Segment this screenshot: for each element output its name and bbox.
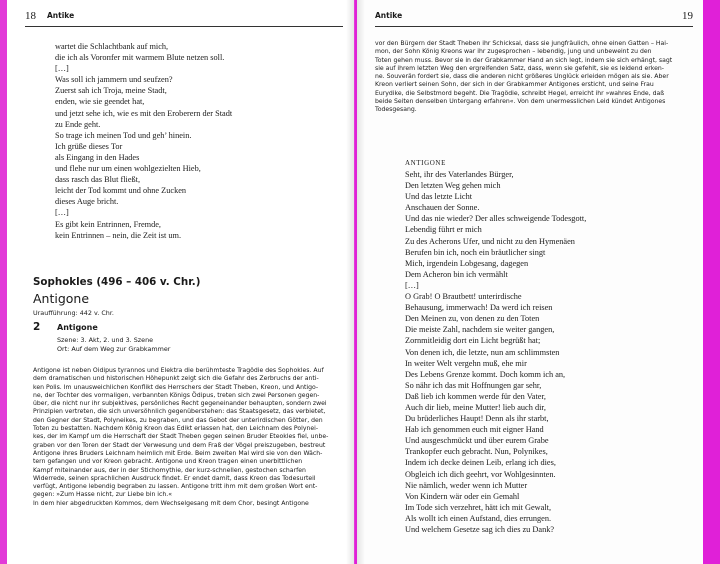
verse-line: Lebendig führt er mich (405, 225, 482, 235)
right-page (357, 0, 703, 564)
prose-line: vor den Bürgern der Stadt Theben ihr Schicksal, dass sie jungfräulich, ohne einen Gatten – Hai- (375, 40, 669, 47)
verse-line: O Grab! O Brautbett! unterirdische (405, 292, 522, 302)
prose-line: ne, der Tochter des vormaligen, verbannten Königs Ödipus, treten sich zwei Personen gegen- (33, 391, 320, 399)
verse-line: Berufen bin ich, noch ein bräutlicher singt (405, 247, 546, 257)
verse-line: Und das letzte Licht (405, 192, 473, 202)
left-page (7, 0, 354, 564)
prose-line: verfügt, Antigone lebendig begraben zu lassen. Antigone tritt ihm mit dem großen Wort ent- (33, 483, 318, 491)
prose-line: Prinzipien vertreten, die sich unversöhnlich gegenüberstehen: das Staatsgesetz, das verbietet, (33, 408, 326, 416)
verse-line: So nähr ich das mit Hoffnungen gar sehr, (405, 380, 542, 390)
page-number-left: 18 (25, 10, 36, 22)
prose-line: Toten zu bestatten. Nachdem König Kreon das Edikt erlassen hat, den Leichnam des Polynei- (33, 425, 319, 433)
left-prose-block (33, 367, 328, 508)
verse-line: Nie nämlich, weder wenn ich Mutter (405, 480, 528, 490)
scene-info (57, 336, 170, 353)
right-verse-block (405, 169, 586, 535)
verse-line: Den letzten Weg gehen mich (405, 181, 501, 191)
verse-line: Den Meinen zu, von denen zu den Toten (405, 314, 540, 324)
prose-line: kes, der im Kampf um die Herrschaft der Stadt Theben gegen seinen Bruder Eteokles fiel, unbe- (33, 433, 329, 441)
scene-line: Szene: 3. Akt, 2. und 3. Szene (57, 336, 154, 344)
text-title: Antigone (57, 323, 98, 332)
verse-line: zu Ende geht. (55, 119, 101, 129)
prose-line: graben vor den Toren der Stadt der Verwesung und dem Fraß der Vögel preiszugeben, bestreut (33, 441, 326, 449)
verse-line: Du brüderliches Haupt! Denn als ihr starbt, (405, 414, 549, 424)
verse-line: Trankopfer euch gebracht. Nun, Polynikes, (405, 447, 548, 457)
verse-line: Dem Acheron bin ich vermählt (405, 269, 508, 279)
work-title: Antigone (33, 291, 90, 306)
right-page-header (375, 10, 693, 27)
verse-line: Mich, irgendein Lobgesang, dagegen (405, 258, 529, 268)
prose-line: gegen: »Zum Hasse nicht, zur Liebe bin ich.« (33, 491, 172, 499)
verse-line: So trage ich meinen Tod und geh’ hinein. (55, 130, 192, 140)
gutter-shadow-right (357, 0, 365, 564)
verse-line: Es gibt kein Entrinnen, Fremde, (55, 219, 161, 229)
verse-line: als Eingang in den Hades (55, 152, 140, 162)
verse-line: und flehe nur um einen wohlgezielten Hieb, (55, 164, 201, 174)
verse-line: Des Lebens Grenze kommt. Doch komm ich an, (405, 369, 566, 379)
verse-line: […] (55, 208, 69, 218)
prose-line: Toten gehen muss. Bevor sie in der Grabkammer Hand an sich legt, indem sie sich erhängt, sagt (375, 56, 673, 64)
verse-line: Hab ich genommen euch mit eigner Hand (405, 425, 544, 435)
verse-line: dieses Auge bricht. (55, 197, 119, 207)
verse-line: Obgleich ich dich geehrt, vor Wohlgesinnten. (405, 469, 556, 479)
left-verse-block (55, 41, 232, 241)
prose-line: ken Polis. Im unausweichlichen Konflikt des Herrschers der Stadt Theben, Kreon, und Antigo- (33, 383, 319, 391)
verse-line: Seht, ihr des Vaterlandes Bürger, (405, 170, 514, 179)
left-page-header (25, 10, 343, 27)
verse-line: Als wollt ich einen Aufstand, dies errungen. (405, 513, 552, 523)
verse-line: Auch dir lieb, meine Mutter! lieb auch dir, (405, 402, 546, 412)
scene-line: Ort: Auf dem Weg zur Grabkammer (57, 344, 171, 353)
prose-line: Widerrede, seinen sprachlichen Ausdruck findet. Er endet damit, dass Kreon das Todesurteil (33, 474, 316, 482)
verse-line: Von denen ich, die letzte, nun am schlimmsten (405, 347, 560, 357)
prose-line: ne. Souverän fordert sie, dass die anderen nicht größeres Unglück erleiden mögen als sie. Aber (375, 73, 669, 81)
verse-line: […] (405, 280, 419, 290)
page-number-right: 19 (682, 10, 693, 22)
verse-line: Und ausgeschmückt und über eurem Grabe (405, 436, 549, 446)
prose-line: dem dramatischen und historischen Höhepunkt zeigt sich die Gefahr des Zerbruchs der anti- (33, 375, 319, 383)
verse-line: enden, wie sie geendet hat, (55, 97, 145, 107)
premiere-date: Uraufführung: 442 v. Chr. (33, 309, 114, 317)
verse-line: leicht der Tod kommt und ohne Zucken (55, 186, 187, 196)
verse-line: Ich grüße dieses Tor (55, 141, 123, 151)
prose-line: mon, der Sohn König Kreons war ihr zugesprochen – lebendig, jung und unbeweint zu den (375, 48, 652, 56)
verse-line: Von Kindern wär oder ein Gemahl (405, 491, 520, 501)
text-number: 2 (33, 321, 41, 333)
prose-line: tern gefangen und vor Kreon gebracht. Antigone und Kreon tragen einen unerbittlichen (33, 458, 303, 466)
verse-line: kein Entrinnen – nein, die Zeit ist um. (55, 230, 182, 240)
verse-line: Zornmitleidig dort ein Licht begrüßt hat; (405, 336, 541, 346)
verse-line: […] (55, 64, 69, 74)
prose-line: sie auf ihrem letzten Weg den ergreifenden Satz, dass, wenn sie gefehlt, sie es leidend erken- (375, 64, 664, 72)
prose-line: über, die nicht nur ihr subjektives, persönliches Recht gegeneinander behaupten, sondern zwei (33, 400, 327, 408)
prose-line: Kampf miteinander aus, der in der Stichomythie, der kurz-schnellen, gestochen scharfen (33, 466, 306, 474)
speaker-name: ANTIGONE (405, 159, 446, 167)
gutter-shadow-left (346, 0, 354, 564)
prose-line: Eurydike, die Selbstmord begeht. Die Tragödie, schreibt Hegel, erreicht ihr »wahres Ende, daß (375, 89, 665, 97)
verse-line: Zu des Acherons Ufer, und nicht zu den Hymenäen (405, 236, 575, 246)
prose-line: In dem hier abgedruckten Kommos, dem Wechselgesang mit dem Chor, besingt Antigone (33, 499, 309, 507)
running-head-left: Antike (47, 11, 75, 20)
verse-line: Was soll ich jammern und seufzen? (55, 75, 173, 85)
verse-line: Und welchem Gesetze sag ich dies zu Dank? (405, 525, 555, 534)
prose-line: den Gegner der Stadt, Polyneikes, zu begraben, und das Gebot der unterirdischen Götter, den (33, 416, 323, 424)
prose-line: Antigone ihres Bruders Leichnam heimlich mit Erde. Beim zweiten Mal wird sie von den Wäch- (33, 449, 323, 457)
verse-line: Im Tode sich verzehret, hätt ich mit Gewalt, (405, 502, 552, 512)
verse-line: und jetzt sehe ich, wie es mit den Eroberern der Stadt (55, 108, 233, 118)
verse-line: Die meiste Zahl, nachdem sie weiter gangen, (405, 325, 555, 335)
right-prose-block (375, 40, 672, 115)
running-head-right: Antike (375, 11, 403, 20)
verse-line: wartet die Schlachtbank auf mich, (55, 42, 169, 51)
verse-line: Indem ich decke deinen Leib, erlang ich dies, (405, 458, 556, 468)
verse-line: Anschauen der Sonne. (405, 203, 480, 213)
verse-line: Und das nie wieder? Der alles schweigende Todesgott, (405, 214, 587, 224)
verse-line: die ich als Vorопfer mit warmem Blute netzen soll. (55, 53, 225, 63)
verse-line: Behausung, immerwach! Da werd ich reisen (405, 303, 553, 313)
section-title: Sophokles (496 – 406 v. Chr.) (33, 276, 201, 288)
prose-line: Kreon verliert seinen Sohn, der sich in der Grabkammer Antigones ersticht, und seine Frau (375, 81, 654, 89)
prose-line: Todesgesang. (375, 106, 417, 114)
verse-line: dass rasch das Blut fließt, (55, 175, 141, 185)
verse-line: Daß lieb ich kommen werde für den Vater, (405, 391, 546, 401)
verse-line: Zuerst sah ich Troja, meine Stadt, (55, 86, 167, 96)
prose-line: beide Seiten denselben Untergang erfahren«. Von dem unermesslichen Leid kündet Antigones (375, 98, 666, 106)
prose-line: Antigone ist neben Oidipus tyrannos und Elektra die berühmteste Tragödie des Sophokles. Auf (33, 367, 324, 374)
verse-line: In weiter Welt vergehn muß, ehe mir (405, 358, 527, 368)
